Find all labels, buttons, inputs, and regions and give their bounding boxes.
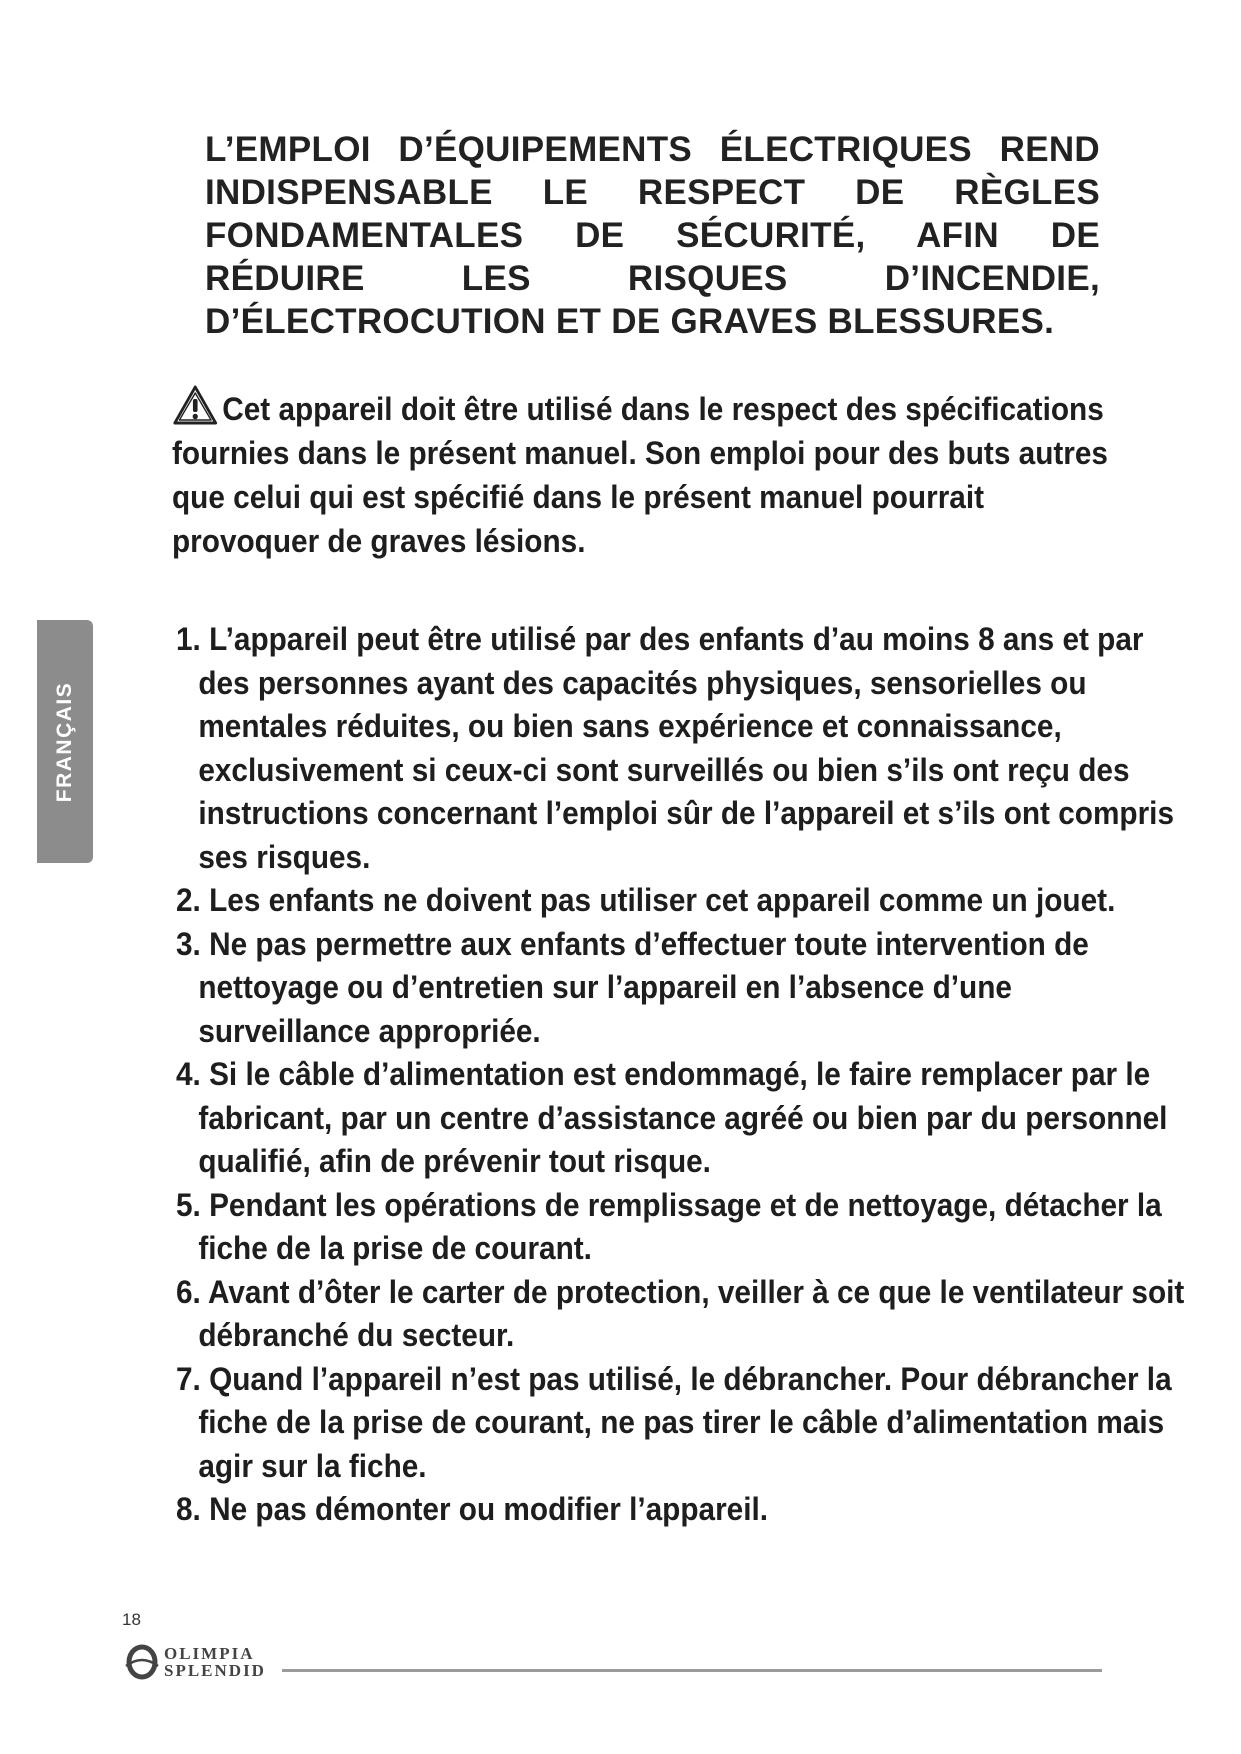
warning-text: Cet appareil doit être utilisé dans le respect des spécifications fournies dans le présent manuel. Son emploi pour des buts autres que celui qui est spécifié dans le présent manuel pourrait provoquer de graves lésions. [172,391,1108,559]
list-item: 3. Ne pas permettre aux enfants d’effectuer toute intervention de nettoyage ou d’entretien sur l’appareil en l’absence d’une surveillance appropriée. [176,925,1089,1049]
list-item: 7. Quand l’appareil n’est pas utilisé, le débrancher. Pour débrancher la fiche de la prise de courant, ne pas tirer le câble d’alimentation mais agir sur la fiche. [176,1360,1172,1484]
list-item: 1. L’appareil peut être utilisé par des enfants d’au moins 8 ans et par des personnes ayant des capacités physiques, sensorielles ou mentales réduites, ou bien sans expérience et connaissance, exclusivement si ceux-ci sont surveillés ou bien s’ils ont reçu des instructions concernant l’emploi sûr de l’appareil et s’ils ont compris ses risques. [176,621,1175,875]
brand-wordmark [164,1645,266,1679]
list-item: 2. Les enfants ne doivent pas utiliser cet appareil comme un jouet. [176,882,1116,918]
brand-line1: OLIMPIA [164,1644,255,1663]
list-item: 5. Pendant les opérations de remplissage et de nettoyage, détacher la fiche de la prise de courant. [176,1186,1162,1266]
olimpia-logo-icon [122,1642,162,1682]
safety-heading: L’EMPLOI D’ÉQUIPEMENTS ÉLECTRIQUES REND INDISPENSABLE LE RESPECT DE RÈGLES FONDAMENTALES DE SÉCURITÉ, AFIN DE RÉDUIRE LES RISQUES D’INCENDIE, D’ÉLECTROCUTION ET DE GRAVES BLESSURES. [205,130,1100,341]
brand-logo [122,1642,266,1682]
page-number: 18 [122,1610,141,1629]
footer-divider [282,1669,1102,1672]
language-tab [37,620,93,863]
list-item: 8. Ne pas démonter ou modifier l’appareil. [176,1491,769,1527]
warning-paragraph [172,384,1122,563]
brand-line2: SPLENDID [164,1661,266,1680]
instruction-list [176,618,1190,1532]
list-item: 6. Avant d’ôter le carter de protection, veiller à ce que le ventilateur soit débranché du secteur. [176,1273,1185,1353]
list-item: 4. Si le câble d’alimentation est endommagé, le faire remplacer par le fabricant, par un centre d’assistance agréé ou bien par du personnel qualifié, afin de prévenir tout risque. [176,1056,1168,1179]
warning-triangle-icon [172,384,219,426]
language-tab-label: FRANÇAIS [53,681,76,802]
